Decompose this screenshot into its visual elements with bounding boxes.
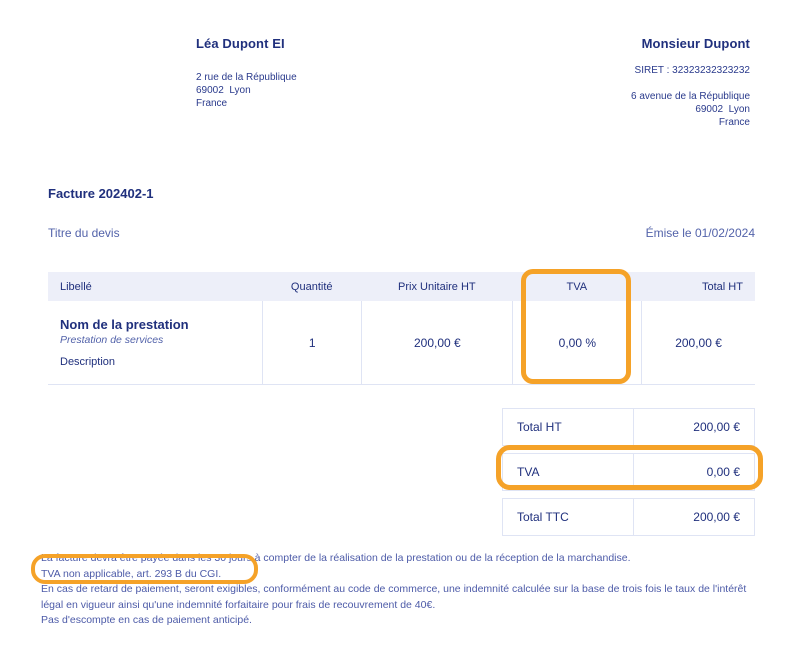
- table-row: [48, 301, 755, 385]
- header-quantite: Quantité: [290, 280, 333, 293]
- item-tva: 0,00 %: [512, 301, 641, 384]
- quote-title: Titre du devis: [48, 226, 120, 240]
- client-address-line: 6 avenue de la République: [631, 91, 750, 102]
- client-siret: SIRET : 32323232323232: [634, 65, 750, 76]
- item-type: Prestation de services: [60, 334, 164, 346]
- header-total-ht: Total HT: [702, 280, 743, 293]
- total-ht-row: [502, 408, 755, 446]
- issuer-address-line: 69002 Lyon: [196, 85, 251, 96]
- items-table-header: [48, 272, 755, 301]
- client-address-line: France: [718, 117, 750, 128]
- total-ttc-row: [502, 498, 755, 536]
- issuer-block: [196, 36, 297, 110]
- issuer-name: Léa Dupont EI: [196, 36, 285, 51]
- issue-date: Émise le 01/02/2024: [645, 226, 755, 240]
- legal-mentions: [41, 551, 763, 629]
- item-name: Nom de la prestation: [60, 317, 189, 332]
- total-ht-value: 200,00 €: [633, 409, 754, 445]
- total-ttc-label: Total TTC: [517, 510, 569, 524]
- payment-terms-line: La facture devra être payée dans les 30 jours à compter de la réalisation de la prestation ou de la réception de la marchandise.: [41, 552, 631, 564]
- totals-section: [502, 408, 755, 543]
- total-ttc-value: 200,00 €: [633, 499, 754, 535]
- items-table: [48, 272, 755, 385]
- no-discount-line: Pas d'escompte en cas de paiement anticipé.: [41, 614, 252, 626]
- tva-non-applicable-line: TVA non applicable, art. 293 B du CGI.: [41, 567, 222, 580]
- client-block: [631, 36, 750, 129]
- header-libelle: Libellé: [60, 280, 92, 293]
- issuer-address-line: France: [196, 98, 228, 109]
- tva-total-value: 0,00 €: [633, 454, 754, 490]
- header-tva: TVA: [566, 280, 588, 293]
- item-description: Description: [60, 356, 116, 368]
- item-libelle-cell: [48, 301, 262, 384]
- client-address: [631, 90, 750, 129]
- invoice-title: Facture 202402-1: [48, 186, 154, 201]
- issuer-address-line: 2 rue de la République: [196, 72, 297, 83]
- tva-total-row: [502, 453, 755, 491]
- client-address-line: 69002 Lyon: [695, 104, 750, 115]
- item-quantity: 1: [262, 301, 361, 384]
- total-ht-label: Total HT: [517, 420, 562, 434]
- client-name: Monsieur Dupont: [641, 36, 750, 51]
- issuer-address: [196, 71, 297, 110]
- late-payment-line: En cas de retard de paiement, seront exigibles, conformément au code de commerce, une indemnité calculée sur la base de trois fois le taux de l'intérêt légal en vigueur ainsi qu'une indemnité forfaitaire pour frais de recouvrement de 40€.: [41, 583, 747, 611]
- item-total: 200,00 €: [641, 301, 755, 384]
- tva-total-label: TVA: [517, 465, 540, 479]
- header-prix-unitaire: Prix Unitaire HT: [398, 280, 476, 293]
- item-unit-price: 200,00 €: [361, 301, 512, 384]
